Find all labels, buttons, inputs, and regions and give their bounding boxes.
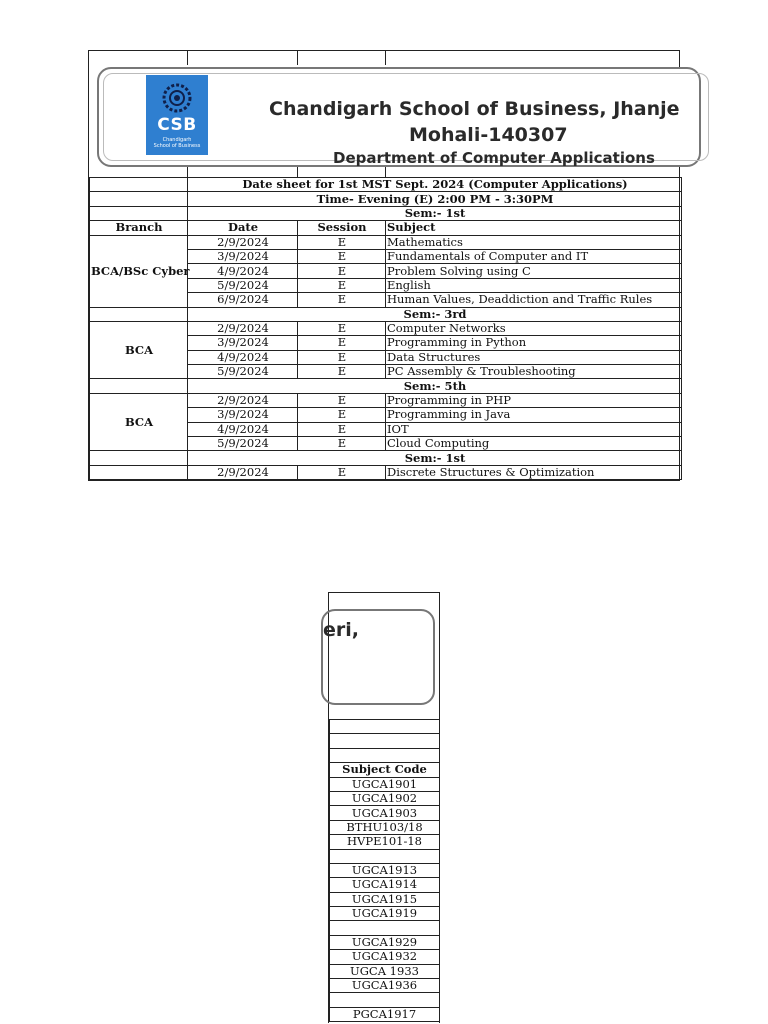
semester-row [330, 748, 440, 762]
semester-row [90, 379, 682, 393]
column-header-session: Session [298, 221, 386, 235]
sheet-time: Time- Evening (E) 2:00 PM - 3:30PM [188, 192, 682, 206]
subject-cell: Programming in PHP [386, 393, 682, 407]
empty-cell [330, 720, 440, 734]
session-cell: E [298, 249, 386, 263]
table-row [330, 806, 440, 820]
empty-cell [90, 379, 188, 393]
subject-cell: Human Values, Deaddiction and Traffic Rules [386, 293, 682, 307]
school-location: Mohali-140307 [409, 124, 568, 146]
subject-cell: English [386, 278, 682, 292]
date-cell: 6/9/2024 [188, 293, 298, 307]
empty-cell [90, 307, 188, 321]
time-row [90, 192, 682, 206]
semester-row [330, 849, 440, 863]
subject-cell: Programming in Java [386, 408, 682, 422]
subject-code-cell: UGCA1915 [330, 892, 440, 906]
semester-label: Sem:- 3rd [188, 307, 682, 321]
semester-row [90, 307, 682, 321]
table-row [330, 777, 440, 791]
csb-logo [146, 75, 208, 155]
empty-cell [90, 192, 188, 206]
subject-cell: Discrete Structures & Optimization [386, 465, 682, 479]
grid-line [385, 51, 386, 65]
session-cell: E [298, 350, 386, 364]
logo-caption: Chandigarh [162, 137, 192, 143]
subject-cell: Fundamentals of Computer and IT [386, 249, 682, 263]
table-row [330, 964, 440, 978]
subject-code-cell: UGCA1936 [330, 979, 440, 993]
subject-code-cell: UGCA1902 [330, 791, 440, 805]
date-cell: 4/9/2024 [188, 422, 298, 436]
date-cell: 3/9/2024 [188, 336, 298, 350]
session-cell: E [298, 437, 386, 451]
grid-line [187, 51, 188, 65]
grid-line [297, 51, 298, 65]
table-row [330, 907, 440, 921]
session-cell: E [298, 408, 386, 422]
subject-code-cell: UGCA1901 [330, 777, 440, 791]
empty-cell [330, 849, 440, 863]
empty-cell [330, 748, 440, 762]
table-row [330, 950, 440, 964]
date-cell: 4/9/2024 [188, 350, 298, 364]
empty-cell [90, 206, 188, 220]
semester-row [90, 206, 682, 220]
date-cell: 2/9/2024 [188, 235, 298, 249]
table-row [330, 892, 440, 906]
school-title: Chandigarh School of Business, Jhanje [269, 98, 680, 120]
heading-row [90, 178, 682, 192]
date-cell: 5/9/2024 [188, 365, 298, 379]
session-cell: E [298, 235, 386, 249]
letterhead-banner [97, 67, 701, 167]
subject-cell: Cloud Computing [386, 437, 682, 451]
empty-cell [330, 734, 440, 748]
subject-code-cell: BTHU103/18 [330, 820, 440, 834]
table-row [330, 1007, 440, 1021]
date-cell: 3/9/2024 [188, 249, 298, 263]
empty-cell [330, 993, 440, 1007]
sheet-heading: Date sheet for 1st MST Sept. 2024 (Computer Applications) [188, 178, 682, 192]
table-row [90, 465, 682, 479]
session-cell: E [298, 264, 386, 278]
table-row [330, 979, 440, 993]
gear-ring-icon [158, 79, 196, 117]
branch-cell [90, 465, 188, 479]
logo-text: CSB [157, 115, 197, 135]
subject-code-cell: PGCA1917 [330, 1007, 440, 1021]
table-row [330, 935, 440, 949]
date-cell: 2/9/2024 [188, 465, 298, 479]
session-cell: E [298, 336, 386, 350]
table-row [330, 878, 440, 892]
semester-row [330, 921, 440, 935]
semester-label: Sem:- 1st [188, 451, 682, 465]
department-name: Department of Computer Applications [333, 149, 655, 167]
semester-row [90, 451, 682, 465]
subject-cell: PC Assembly & Troubleshooting [386, 365, 682, 379]
semester-label: Sem:- 1st [188, 206, 682, 220]
date-cell: 4/9/2024 [188, 264, 298, 278]
table-row [330, 863, 440, 877]
time-row [330, 734, 440, 748]
datesheet-page [88, 50, 680, 481]
date-cell: 3/9/2024 [188, 408, 298, 422]
session-cell: E [298, 465, 386, 479]
table-row [90, 393, 682, 407]
session-cell: E [298, 422, 386, 436]
session-cell: E [298, 321, 386, 335]
subject-code-cell: UGCA1919 [330, 907, 440, 921]
subject-code-fragment [323, 592, 440, 1023]
subject-cell: IOT [386, 422, 682, 436]
heading-row [330, 720, 440, 734]
logo-caption: School of Business [153, 143, 201, 149]
subject-code-cell: UGCA1932 [330, 950, 440, 964]
branch-cell: BCA [90, 393, 188, 451]
letterhead-banner-fragment [321, 609, 435, 705]
session-cell: E [298, 365, 386, 379]
session-cell: E [298, 278, 386, 292]
column-header-subject: Subject [386, 221, 682, 235]
subject-cell: Data Structures [386, 350, 682, 364]
datesheet-table [89, 177, 682, 480]
empty-cell [90, 451, 188, 465]
branch-cell: BCA/BSc Cyber [90, 235, 188, 307]
column-header-row [90, 221, 682, 235]
date-cell: 2/9/2024 [188, 393, 298, 407]
column-header-row [330, 763, 440, 777]
table-row [330, 791, 440, 805]
date-cell: 5/9/2024 [188, 278, 298, 292]
subject-cell: Mathematics [386, 235, 682, 249]
subject-code-cell: UGCA 1933 [330, 964, 440, 978]
table-row [330, 835, 440, 849]
subject-code-cell: UGCA1913 [330, 863, 440, 877]
subject-code-cell: UGCA1914 [330, 878, 440, 892]
letterhead-fragment-text: eri, [323, 619, 359, 641]
subject-cell: Problem Solving using C [386, 264, 682, 278]
column-header-branch: Branch [90, 221, 188, 235]
subject-code-cell: HVPE101-18 [330, 835, 440, 849]
semester-row [330, 993, 440, 1007]
subject-code-cell: UGCA1929 [330, 935, 440, 949]
table-row [90, 235, 682, 249]
branch-cell: BCA [90, 321, 188, 379]
session-cell: E [298, 393, 386, 407]
subject-cell: Programming in Python [386, 336, 682, 350]
empty-cell [90, 178, 188, 192]
subject-code-table [329, 719, 440, 1022]
empty-cell [330, 921, 440, 935]
date-cell: 5/9/2024 [188, 437, 298, 451]
column-header-date: Date [188, 221, 298, 235]
subject-cell: Computer Networks [386, 321, 682, 335]
subject-code-cell: UGCA1903 [330, 806, 440, 820]
date-cell: 2/9/2024 [188, 321, 298, 335]
semester-label: Sem:- 5th [188, 379, 682, 393]
column-header-subject-code: Subject Code [330, 763, 440, 777]
table-row [330, 820, 440, 834]
table-row [90, 321, 682, 335]
session-cell: E [298, 293, 386, 307]
